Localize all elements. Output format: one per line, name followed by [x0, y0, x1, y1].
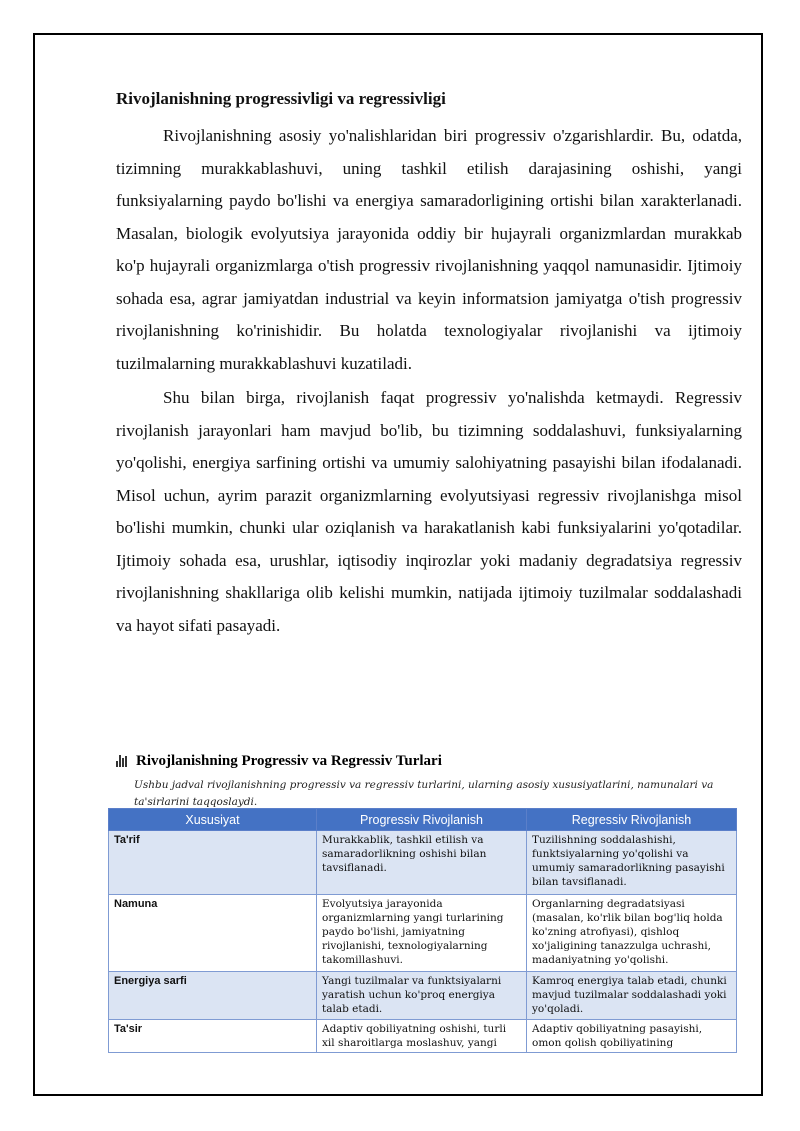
table-cell: Organlarning degradatsiyasi (masalan, ko'rlik bilan bog'liq holda ko'zning atrofiyasi), qishloq xo'jaligining tanazzulga uchrashi, madaniyatning yo'qolishi.: [527, 895, 737, 972]
row-key: Ta'rif: [109, 831, 317, 895]
table-cell: Tuzilishning soddalashishi, funktsiyalarning yo'qolishi va umumiy samaradorlikning pasayishi bilan tavsiflanadi.: [527, 831, 737, 895]
table-caption: Ushbu jadval rivojlanishning progressiv va regressiv turlarini, ularning asosiy xususiyatlarini, namunalari va ta'sirlarini taqqoslaydi.: [134, 779, 714, 808]
table-row: [109, 972, 737, 1020]
table-cell: Yangi tuzilmalar va funktsiyalarni yaratish uchun ko'proq energiya talab etadi.: [317, 972, 527, 1020]
document-body: [116, 86, 742, 644]
section-heading: Rivojlanishning progressivligi va regressivligi: [116, 89, 446, 108]
table-title: [116, 750, 742, 772]
table-header-row: [109, 809, 737, 831]
bar-chart-icon: [116, 755, 130, 767]
comparison-table: [108, 808, 737, 1053]
paragraph-regressive: Shu bilan birga, rivojlanish faqat progressiv yo'nalishda ketmaydi. Regressiv rivojlanish jarayonlari ham mavjud bo'lib, bu tizimning soddalashuvi, funksiyalarning yo'qolishi, energiya sarfining ortishi va umumiy salohiyatning pasayishi bilan ifodalanadi. Misol uchun, ayrim parazit organizmlarning evolyutsiyasi regressiv rivojlanishga misol bo'lishi mumkin, chunki ular oziqlanish va harakatlanish kabi funksiyalarini yo'qotadilar. Ijtimoiy sohada esa, urushlar, iqtisodiy inqirozlar yoki madaniy degradatsiya regressiv rivojlanishning shakllariga olib kelishi mumkin, natijada ijtimoiy tuzilmalar soddalashadi va hayot sifati pasayadi.: [116, 388, 742, 635]
table-cell: Kamroq energiya talab etadi, chunki mavjud tuzilmalar soddalashadi yoki yo'qoladi.: [527, 972, 737, 1020]
table-row: [109, 1020, 737, 1053]
table-header-block: [116, 736, 742, 811]
table-title-text: Rivojlanishning Progressiv va Regressiv Turlari: [136, 752, 442, 769]
table-cell: Adaptiv qobiliyatning pasayishi, omon qolish qobiliyatining: [527, 1020, 737, 1053]
row-key: Namuna: [109, 895, 317, 972]
column-header: Regressiv Rivojlanish: [527, 809, 737, 831]
row-key: Ta'sir: [109, 1020, 317, 1053]
table-cell: Adaptiv qobiliyatning oshishi, turli xil sharoitlarga moslashuv, yangi: [317, 1020, 527, 1053]
row-key: Energiya sarfi: [109, 972, 317, 1020]
column-header: Progressiv Rivojlanish: [317, 809, 527, 831]
column-header: Xususiyat: [109, 809, 317, 831]
table-row: [109, 831, 737, 895]
paragraph-progressive: Rivojlanishning asosiy yo'nalishlaridan biri progressiv o'zgarishlardir. Bu, odatda, tizimning murakkablashuvi, uning tashkil etilish darajasining oshishi, yangi funksiyalarning paydo bo'lishi va energiya samaradorligining ortishi bilan xarakterlanadi. Masalan, biologik evolyutsiya jarayonida oddiy bir hujayrali organizmlardan murakkab ko'p hujayrali organizmlarga o'tish progressiv rivojlanishning yaqqol namunasidir. Ijtimoiy sohada esa, agrar jamiyatdan industrial va keyin informatsion jamiyatga o'tish progressiv rivojlanishning ko'rinishidir. Bu holatda texnologiyalar rivojlanishi va ijtimoiy tuzilmalarning murakkablashuvi kuzatiladi.: [116, 126, 742, 373]
table-cell: Murakkablik, tashkil etilish va samaradorlikning oshishi bilan tavsiflanadi.: [317, 831, 527, 895]
table-cell: Evolyutsiya jarayonida organizmlarning yangi turlarining paydo bo'lishi, jamiyatning rivojlanishi, texnologiyalarning takomillashuvi.: [317, 895, 527, 972]
table-row: [109, 895, 737, 972]
